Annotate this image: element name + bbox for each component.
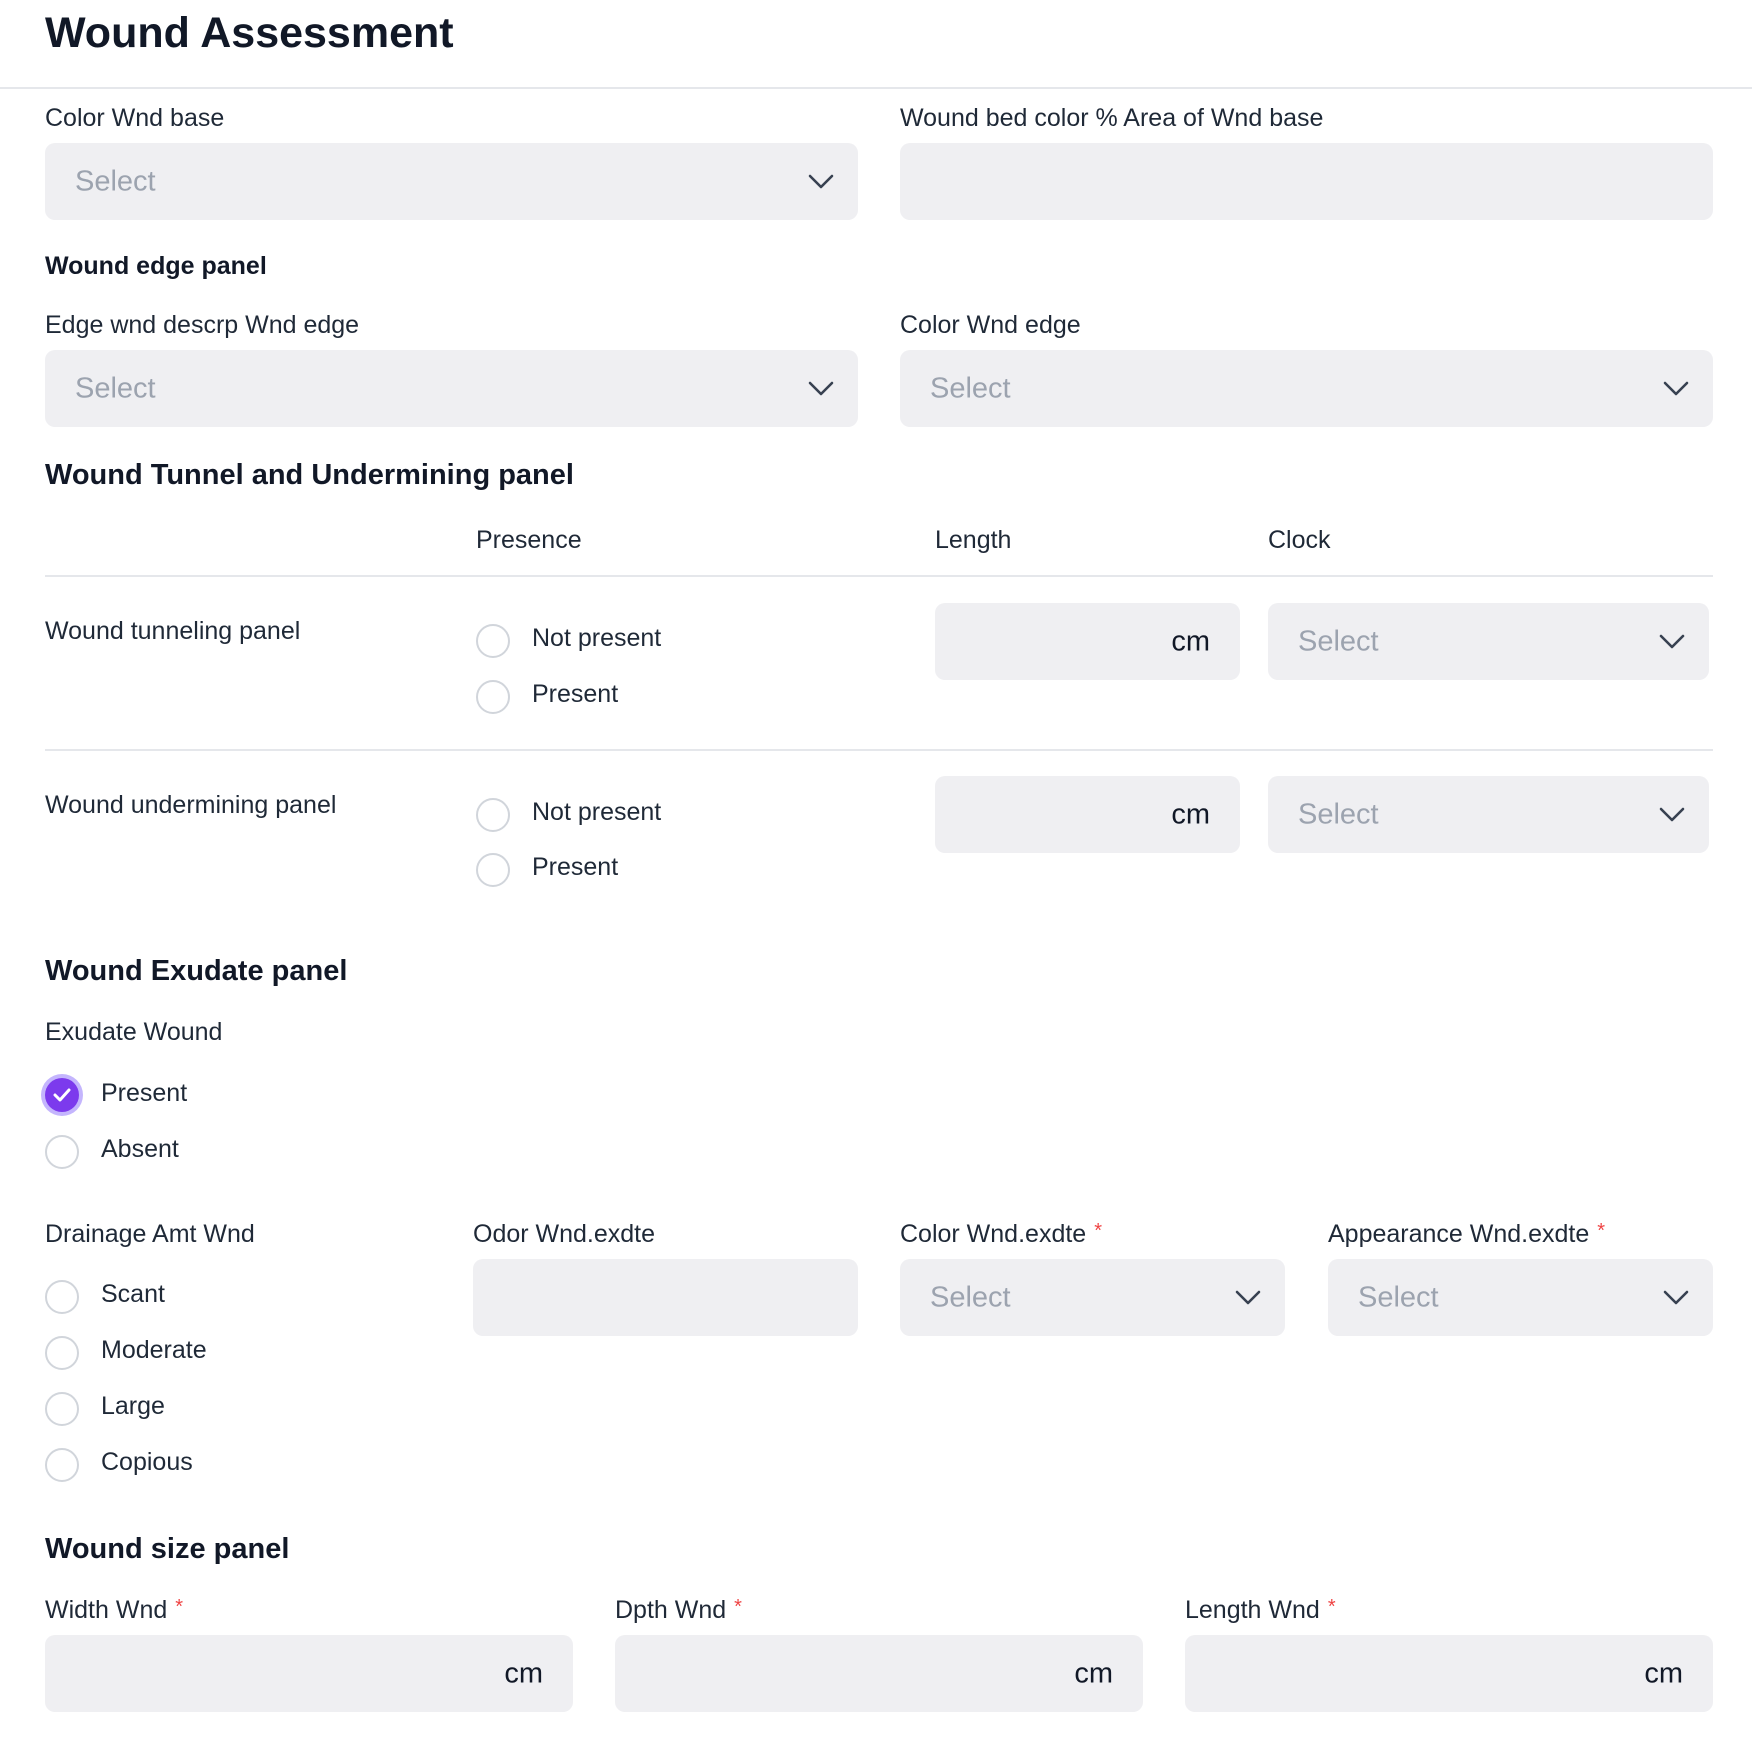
header-divider xyxy=(0,87,1752,89)
width-label-text: Width Wnd xyxy=(45,1596,168,1624)
unit-label: cm xyxy=(504,1657,543,1689)
exudate-appearance-label xyxy=(1328,1219,1605,1249)
unit-label: cm xyxy=(1074,1657,1113,1689)
required-mark: * xyxy=(175,1596,184,1618)
column-length: Length xyxy=(935,526,1012,554)
drainage-amt-label: Drainage Amt Wnd xyxy=(45,1220,255,1248)
size-panel-title: Wound size panel xyxy=(45,1533,290,1565)
tunneling-clock-select[interactable] xyxy=(1268,603,1709,680)
color-wnd-edge-label: Color Wnd edge xyxy=(900,311,1081,339)
wound-bed-color-input[interactable] xyxy=(900,143,1713,220)
exudate-appearance-select[interactable] xyxy=(1328,1259,1713,1336)
chevron-down-icon xyxy=(808,381,834,397)
tunneling-length-input[interactable] xyxy=(935,603,1240,680)
undermining-present-label: Present xyxy=(532,853,619,881)
table-header-divider xyxy=(45,575,1713,577)
exudate-absent-radio[interactable] xyxy=(45,1135,79,1169)
color-wnd-base-select[interactable] xyxy=(45,143,858,220)
chevron-down-icon xyxy=(1659,634,1685,650)
edge-descr-label: Edge wnd descrp Wnd edge xyxy=(45,311,360,339)
width-label xyxy=(45,1595,183,1625)
length-label xyxy=(1185,1595,1336,1625)
drainage-moderate-label: Moderate xyxy=(101,1336,207,1364)
color-wnd-edge-select[interactable] xyxy=(900,350,1713,427)
tunneling-present-radio[interactable] xyxy=(476,680,510,714)
chevron-down-icon xyxy=(1659,807,1685,823)
column-presence: Presence xyxy=(476,526,582,554)
required-mark: * xyxy=(1094,1220,1102,1242)
exudate-panel-title: Wound Exudate panel xyxy=(45,955,348,987)
exudate-color-label xyxy=(900,1219,1102,1249)
drainage-scant-radio[interactable] xyxy=(45,1280,79,1314)
depth-input[interactable] xyxy=(615,1635,1143,1712)
depth-label xyxy=(615,1595,742,1625)
length-label-text: Length Wnd xyxy=(1185,1596,1320,1624)
chevron-down-icon xyxy=(1235,1290,1261,1306)
edge-descr-select[interactable] xyxy=(45,350,858,427)
tunneling-present-label: Present xyxy=(532,680,619,708)
exudate-wound-label: Exudate Wound xyxy=(45,1018,223,1046)
row-divider xyxy=(45,749,1713,751)
color-wnd-base-label: Color Wnd base xyxy=(45,104,225,132)
tunneling-not-present-radio[interactable] xyxy=(476,624,510,658)
depth-label-text: Dpth Wnd xyxy=(615,1596,727,1624)
undermining-present-radio[interactable] xyxy=(476,853,510,887)
unit-label: cm xyxy=(1171,798,1210,830)
unit-label: cm xyxy=(1171,625,1210,657)
chevron-down-icon xyxy=(1663,1290,1689,1306)
chevron-down-icon xyxy=(808,174,834,190)
undermining-length-input[interactable] xyxy=(935,776,1240,853)
chevron-down-icon xyxy=(1663,381,1689,397)
check-icon xyxy=(53,1088,71,1102)
tunneling-not-present-label: Not present xyxy=(532,624,662,652)
column-clock: Clock xyxy=(1268,526,1331,554)
required-mark: * xyxy=(734,1596,742,1618)
undermining-row-label: Wound undermining panel xyxy=(45,791,337,819)
tunneling-row-label: Wound tunneling panel xyxy=(45,617,301,645)
drainage-copious-radio[interactable] xyxy=(45,1448,79,1482)
length-input[interactable] xyxy=(1185,1635,1713,1712)
odor-label: Odor Wnd.exdte xyxy=(473,1220,656,1248)
drainage-scant-label: Scant xyxy=(101,1280,165,1308)
drainage-moderate-radio[interactable] xyxy=(45,1336,79,1370)
unit-label: cm xyxy=(1644,1657,1683,1689)
select-placeholder: Select xyxy=(1358,1281,1439,1313)
required-mark: * xyxy=(1597,1220,1606,1242)
exudate-color-select[interactable] xyxy=(900,1259,1285,1336)
select-placeholder: Select xyxy=(75,165,156,197)
wound-bed-color-label: Wound bed color % Area of Wnd base xyxy=(900,104,1324,132)
drainage-large-radio[interactable] xyxy=(45,1392,79,1426)
required-mark: * xyxy=(1327,1596,1336,1618)
exudate-present-radio[interactable] xyxy=(45,1078,79,1112)
undermining-not-present-radio[interactable] xyxy=(476,798,510,832)
tunnel-panel-title: Wound Tunnel and Undermining panel xyxy=(45,459,574,491)
drainage-copious-label: Copious xyxy=(101,1448,193,1476)
undermining-clock-select[interactable] xyxy=(1268,776,1709,853)
exudate-present-label: Present xyxy=(101,1079,188,1107)
exudate-appearance-label-text: Appearance Wnd.exdte xyxy=(1328,1220,1590,1248)
select-placeholder: Select xyxy=(930,1281,1011,1313)
undermining-not-present-label: Not present xyxy=(532,798,662,826)
exudate-color-label-text: Color Wnd.exdte xyxy=(900,1220,1087,1248)
select-placeholder: Select xyxy=(930,372,1011,404)
page-title: Wound Assessment xyxy=(45,9,454,57)
drainage-large-label: Large xyxy=(101,1392,165,1420)
wound-edge-panel-title: Wound edge panel xyxy=(45,252,267,280)
select-placeholder: Select xyxy=(1298,625,1379,657)
select-placeholder: Select xyxy=(75,372,156,404)
select-placeholder: Select xyxy=(1298,798,1379,830)
width-input[interactable] xyxy=(45,1635,573,1712)
exudate-absent-label: Absent xyxy=(101,1135,179,1163)
odor-input[interactable] xyxy=(473,1259,858,1336)
